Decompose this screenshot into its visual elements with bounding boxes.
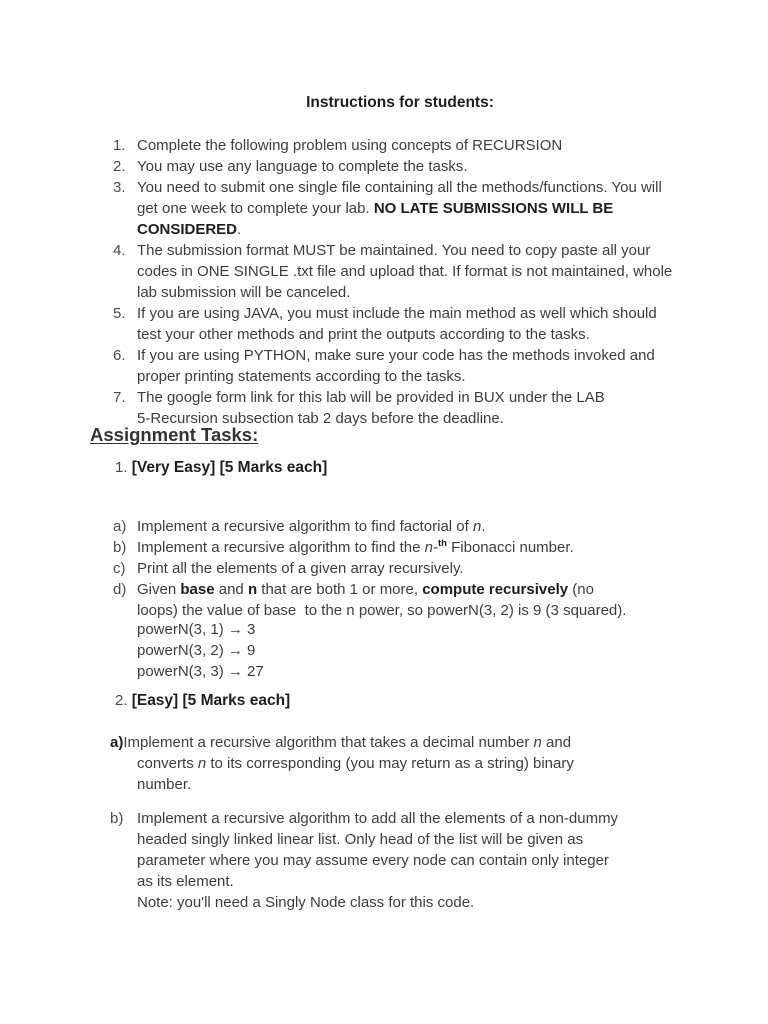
bold-text: [Very Easy] [5 Marks each]	[131, 459, 328, 476]
bold-text: CONSIDERED	[137, 221, 238, 238]
list-item	[113, 240, 768, 303]
list-item	[113, 345, 768, 387]
text-line: powerN(3, 2) → 9	[137, 642, 256, 659]
superscript-text: th	[437, 538, 447, 549]
italic-text: n	[533, 734, 542, 751]
list-marker: 5.	[113, 305, 126, 322]
text-line: Note: you'll need a Singly Node class for this code.	[137, 894, 475, 911]
text-line: get one week to complete your lab. NO LATE SUBMISSIONS WILL BE	[137, 200, 614, 217]
bold-text: compute recursively	[422, 581, 569, 598]
text-line: d) Given base and n that are both 1 or more, compute recursively (no	[113, 581, 594, 598]
list-item	[110, 732, 768, 795]
text-line: loops) the value of base to the n power, so powerN(3, 2) is 9 (3 squared).	[137, 602, 627, 619]
text-line: powerN(3, 3) → 27	[137, 663, 264, 680]
list-item	[113, 303, 768, 345]
list-marker: 1.	[113, 137, 126, 154]
text-line: headed singly linked linear list. Only head of the list will be given as	[137, 831, 584, 848]
italic-text: n	[424, 539, 433, 556]
text-line: 1. Complete the following problem using concepts of RECURSION	[113, 137, 563, 154]
list-item	[113, 177, 768, 240]
text-line: c) Print all the elements of a given array recursively.	[113, 560, 464, 577]
assignment-tasks-heading: Assignment Tasks:	[90, 424, 259, 445]
list-marker: 7.	[113, 389, 126, 406]
list-item	[113, 558, 768, 579]
list-marker: 3.	[113, 179, 126, 196]
text-line: as its element.	[137, 873, 234, 890]
italic-text: n	[197, 755, 207, 772]
text-line: powerN(3, 1) → 3	[137, 621, 256, 638]
list-item	[113, 579, 768, 621]
text-line: number.	[137, 776, 192, 793]
powern-examples	[137, 619, 768, 682]
text-line: test your other methods and print the outputs according to the tasks.	[137, 326, 590, 343]
text-line: b) Implement a recursive algorithm to find the n-$^{th}$ Fibonacci number.	[113, 538, 574, 556]
text-line: converts n to its corresponding (you may return as a string) binary	[137, 755, 574, 772]
list-marker: c)	[113, 560, 126, 577]
text-line: 4. The submission format MUST be maintained. You need to copy paste all your	[113, 242, 651, 259]
text-line: 5. If you are using JAVA, you must include the main method as well which should	[113, 305, 657, 322]
list-item	[113, 516, 768, 537]
text-line: proper printing statements according to the tasks.	[137, 368, 466, 385]
italic-text: n	[472, 518, 482, 535]
text-line: CONSIDERED.	[137, 221, 242, 238]
list-item	[113, 156, 768, 177]
bold-text: n	[247, 581, 258, 598]
list-marker: 6.	[113, 347, 126, 364]
text-line: a)Implement a recursive algorithm that takes a decimal number n and	[110, 734, 572, 751]
text-line: 2. You may use any language to complete the tasks.	[113, 158, 468, 175]
task1-heading: 1. [Very Easy] [5 Marks each]	[115, 459, 328, 476]
instructions-list	[113, 135, 768, 429]
text-line: 6. If you are using PYTHON, make sure your code has the methods invoked and	[113, 347, 655, 364]
bold-text: [Easy] [5 Marks each]	[131, 692, 291, 709]
text-line: 5-Recursion subsection tab 2 days before the deadline.	[137, 410, 504, 427]
text-line: 3. You need to submit one single file containing all the methods/functions. You will	[113, 179, 662, 196]
task2-subtask-a	[110, 732, 768, 795]
list-marker: b)	[113, 539, 127, 556]
text-line: 7. The google form link for this lab will be provided in BUX under the LAB	[113, 389, 605, 406]
text-line: b) Implement a recursive algorithm to add all the elements of a non-dummy	[110, 810, 619, 827]
list-marker: 4.	[113, 242, 126, 259]
list-item	[113, 135, 768, 156]
task2-heading: 2. [Easy] [5 Marks each]	[115, 692, 291, 709]
list-marker: 2.	[113, 158, 126, 175]
list-item	[113, 537, 768, 558]
text-line: parameter where you may assume every node can contain only integer	[137, 852, 609, 869]
bold-text: NO LATE SUBMISSIONS WILL BE	[373, 200, 614, 217]
text-line: a) Implement a recursive algorithm to find factorial of n.	[113, 518, 486, 535]
document-title: Instructions for students:	[306, 94, 494, 111]
list-item	[110, 808, 768, 913]
text-line: lab submission will be canceled.	[137, 284, 351, 301]
bold-text: a)	[110, 734, 124, 751]
task1-subtask-list	[113, 516, 768, 621]
bold-text: base	[180, 581, 215, 598]
task2-subtask-b	[110, 808, 768, 913]
text-line: codes in ONE SINGLE .txt file and upload that. If format is not maintained, whole	[137, 263, 673, 280]
list-marker: d)	[113, 581, 127, 598]
list-marker: b)	[110, 810, 124, 827]
list-marker: a)	[113, 518, 127, 535]
